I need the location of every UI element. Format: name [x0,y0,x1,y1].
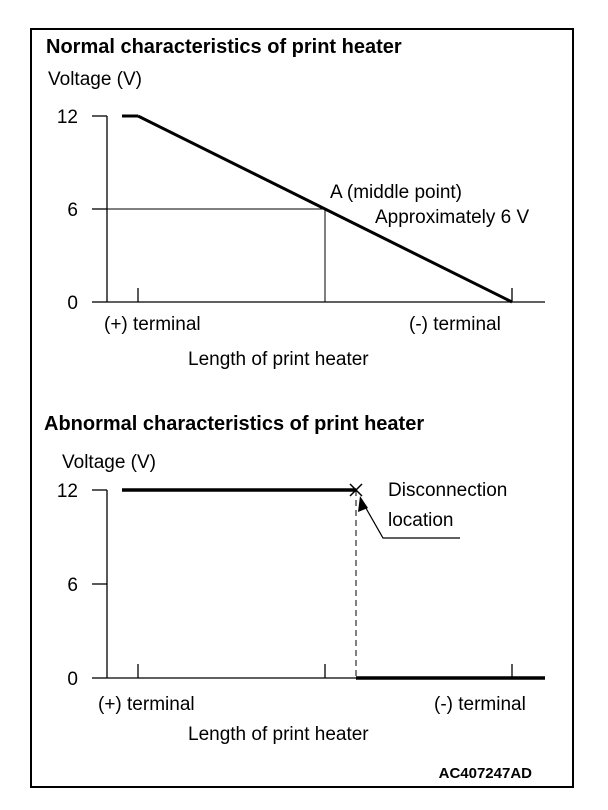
normal-annotation-point-a: A (middle point) [330,182,463,203]
normal-x-label-minus: (-) terminal [409,314,501,335]
abnormal-chart-title: Abnormal characteristics of print heater [44,413,425,435]
normal-y-tick-label-12: 12 [56,107,78,128]
normal-x-label-plus: (+) terminal [104,314,201,335]
abnormal-x-axis-label: Length of print heater [188,724,369,745]
abnormal-x-label-plus: (+) terminal [98,694,195,715]
abnormal-y-tick-label-0: 0 [67,669,78,690]
normal-y-tick-label-0: 0 [67,293,78,314]
abnormal-annotation-location: location [388,510,454,531]
abnormal-x-label-minus: (-) terminal [434,694,526,715]
abnormal-chart [44,413,545,745]
figure-code: AC407247AD [438,765,532,782]
normal-chart-title: Normal characteristics of print heater [46,36,402,58]
abnormal-y-axis-label: Voltage (V) [62,452,156,473]
abnormal-y-tick-label-12: 12 [56,481,78,502]
normal-annotation-approx: Approximately 6 V [375,207,530,228]
normal-y-axis-label: Voltage (V) [48,69,142,90]
abnormal-y-tick-label-6: 6 [67,575,78,596]
normal-chart [46,36,545,370]
normal-y-tick-label-6: 6 [67,200,78,221]
abnormal-annotation-disconnection: Disconnection [388,480,508,501]
normal-x-axis-label: Length of print heater [188,349,369,370]
